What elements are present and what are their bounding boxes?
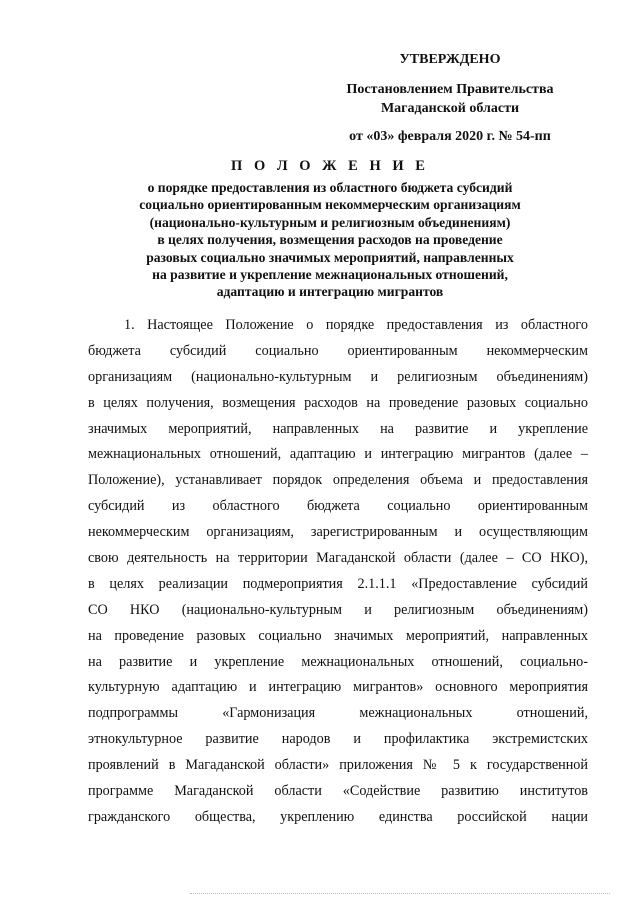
subtitle-line: на развитие и укрепление межнациональных отношений, (152, 267, 508, 283)
body-line: программе Магаданской области «Содействие развитию институтов (88, 783, 588, 800)
subtitle-line: социально ориентированным некоммерческим организациям (139, 197, 521, 213)
approval-stamp (300, 50, 600, 146)
body-line: 1. Настоящее Положение о порядке предоставления из областного (124, 317, 588, 333)
body-line: организациям (национально-культурным и религиозным объединениям) (88, 368, 588, 385)
document-title: П О Л О Ж Е Н И Е (231, 158, 429, 174)
body-line: значимых мероприятий, направленных на развитие и укрепление (88, 420, 588, 437)
body-line: на проведение разовых социально значимых мероприятий, направленных (88, 627, 588, 644)
body-line: Положение), устанавливает порядок определения объема и предоставления (88, 472, 588, 489)
body-line: проявлений в Магаданской области» приложения № 5 к государственной (88, 757, 588, 774)
subtitle-line: разовых социально значимых мероприятий, направленных (146, 249, 514, 265)
subtitle-line: о порядке предоставления из областного бюджета субсидий (147, 180, 513, 195)
body-line: этнокультурное развитие народов и профилактика экстремистских (88, 731, 588, 748)
approval-date: от «03» февраля 2020 г. № 54-пп (349, 129, 551, 144)
body-line: бюджета субсидий социально ориентированным некоммерческим (88, 342, 588, 359)
subtitle-line: (национально-культурным и религиозным объединениям) (149, 214, 511, 230)
paragraph-1 (88, 313, 588, 831)
body-line: в целях получения, возмещения расходов на проведение разовых социально (88, 394, 588, 411)
body-line: субсидий из областного бюджета социально ориентированным (88, 498, 588, 515)
document-subtitle (80, 179, 580, 301)
body-line: некоммерческим организациям, зарегистрированным и осуществляющим (88, 524, 588, 541)
body-line: свою деятельность на территории Магаданской области (далее – СО НКО), (88, 550, 588, 567)
approval-issuer: Постановлением Правительства (346, 82, 554, 97)
body-line: СО НКО (национально-культурным и религиозным объединениям) (88, 601, 588, 618)
body-line: подпрограммы «Гармонизация межнациональных отношений, (88, 705, 588, 722)
body-line: в целях реализации подмероприятия 2.1.1.1 «Предоставление субсидий (88, 575, 588, 592)
body-line: межнациональных отношений, адаптацию и интеграцию мигрантов (далее – (88, 446, 588, 463)
body-line: на развитие и укрепление межнациональных отношений, социально- (88, 653, 588, 670)
approval-region: Магаданской области (380, 101, 520, 116)
approval-title: УТВЕРЖДЕНО (399, 52, 501, 67)
subtitle-line: адаптацию и интеграцию мигрантов (216, 284, 444, 300)
body-line: гражданского общества, укреплению единства российской нации (88, 808, 588, 825)
subtitle-line: в целях получения, возмещения расходов на проведение (157, 232, 503, 248)
scan-edge-marks (190, 893, 610, 898)
body-line: культурную адаптацию и интеграцию мигрантов» основного мероприятия (88, 679, 588, 696)
